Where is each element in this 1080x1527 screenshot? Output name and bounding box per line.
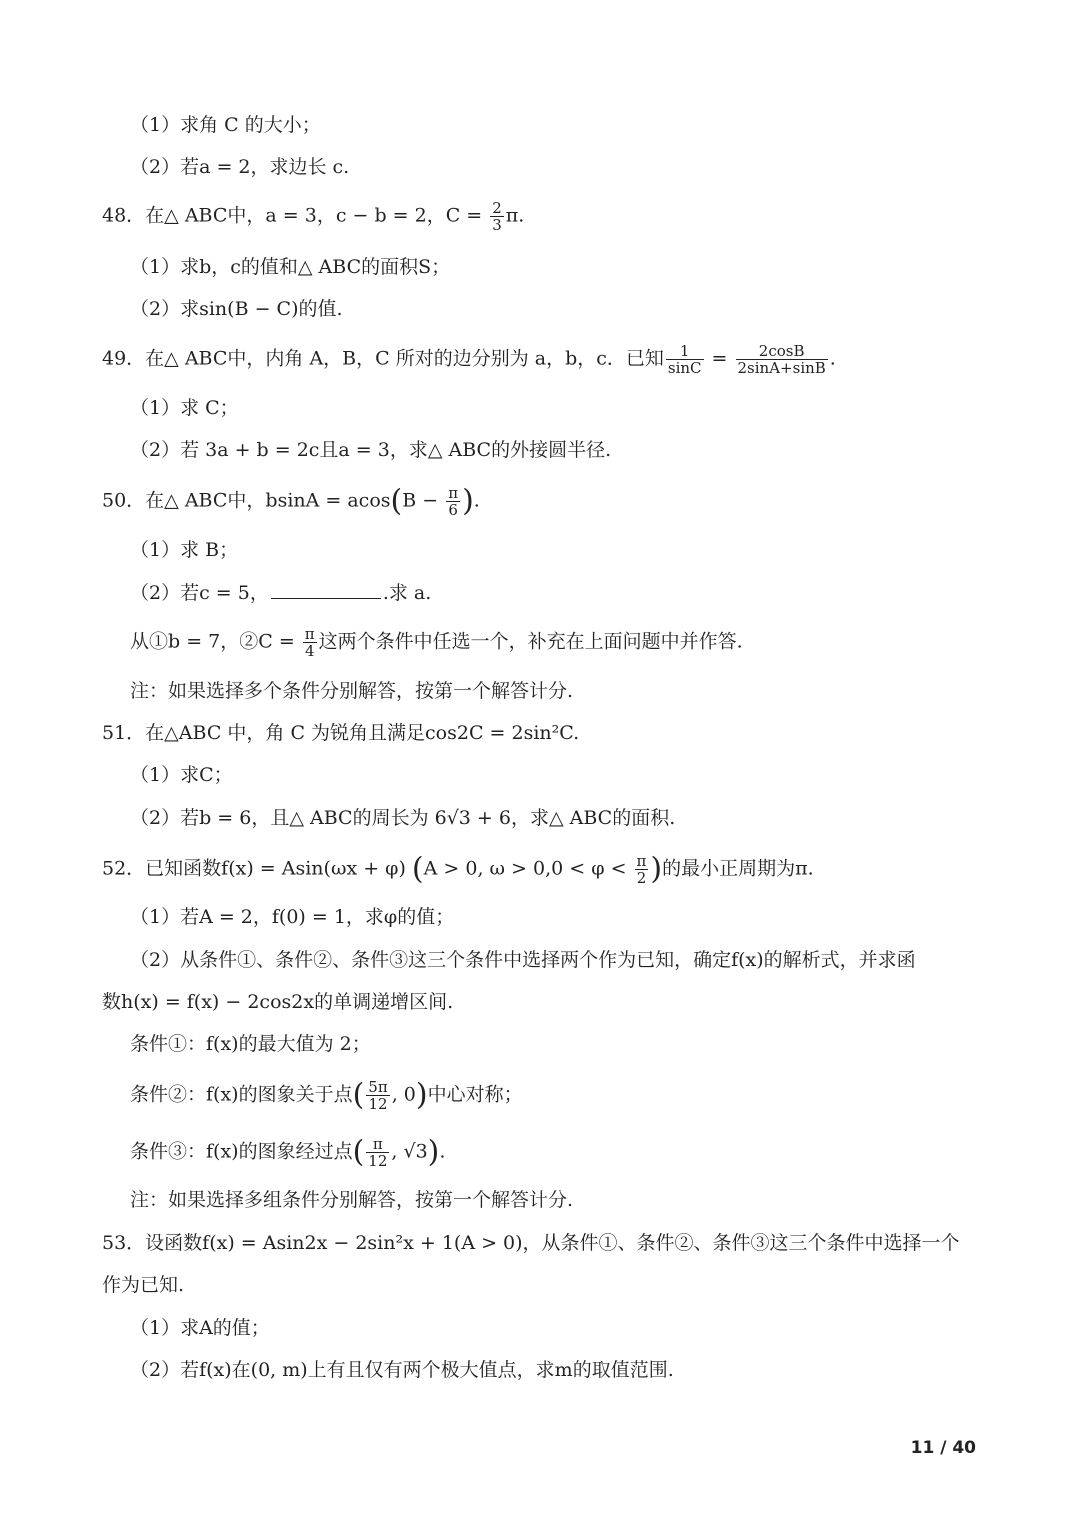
q52-part2-cont: 数h(x) = f(x) − 2cos2x的单调递增区间. <box>102 991 454 1013</box>
q50-conditions: 从①b = 7，②C = $\frac{\pi}{4}$ 这两个条件中任选一个，补充在上面问题中并作答. <box>130 625 743 660</box>
q48-stem: 48．在△ ABC中，a = 3，c − b = 2，C = $\frac{2}{3}$ π. <box>102 199 525 234</box>
q53-stem-cont: 作为已知. <box>102 1274 185 1296</box>
q51-stem: 51．在△ABC 中，角 C 为锐角且满足cos2C = 2sin²C. <box>102 722 580 744</box>
q50-cond-fraction: $\frac{\pi}{4}$ <box>304 625 315 660</box>
q50-stem: 50．在△ ABC中，bsinA = acos(B − $\frac{\pi}{6}$ ). <box>102 483 480 519</box>
q48-part2: （2）求sin(B − C)的值. <box>130 298 343 320</box>
q52-condition2: 条件②：f(x)的图象关于点( $\frac{5\pi}{12}$ , 0)中心对称； <box>130 1077 523 1113</box>
q49-stem: 49．在△ ABC中，内角 A，B，C 所对的边分别为 a，b，c．已知 $\frac{1}{\sin C}$ = $\frac{2\cos B}{2\sin A+\sin B}$ . <box>102 342 836 377</box>
q51-part1: （1）求C； <box>130 764 233 786</box>
q49-rhs-fraction: $\frac{2\cos B}{2\sin A+\sin B}$ <box>737 342 826 377</box>
q48-fraction: $\frac{2}{3}$ <box>492 199 502 234</box>
q52-condition1: 条件①：f(x)的最大值为 2； <box>130 1033 371 1055</box>
q53-part1: （1）求A的值； <box>130 1317 270 1339</box>
q52-stem: 52．已知函数f(x) = Asin(ωx + φ) (A > 0, ω > 0,0 < φ < $\frac{\pi}{2}$ )的最小正周期为π. <box>102 851 814 887</box>
q52-condition3: 条件③：f(x)的图象经过点( $\frac{\pi}{12}$ , √3). <box>130 1134 446 1170</box>
q50-note: 注：如果选择多个条件分别解答，按第一个解答计分. <box>130 680 574 702</box>
q50-part2: （2）若c = 5， .求 a. <box>130 582 432 604</box>
q50-fraction: $\frac{\pi}{6}$ <box>448 484 459 519</box>
q47-part1: （1）求角 C 的大小； <box>130 114 321 136</box>
c2-fraction: $\frac{5\pi}{12}$ <box>368 1078 388 1113</box>
q50-part1: （1）求 B； <box>130 539 239 561</box>
q49-part2: （2）若 3a + b = 2c且a = 3，求△ ABC的外接圆半径. <box>130 439 612 461</box>
q48-part1: （1）求b，c的值和△ ABC的面积S； <box>130 256 451 278</box>
q47-part2: （2）若a = 2，求边长 c. <box>130 156 350 178</box>
q49-part1: （1）求 C； <box>130 397 239 419</box>
answer-blank <box>271 580 381 599</box>
q52-note: 注：如果选择多组条件分别解答，按第一个解答计分. <box>130 1189 574 1211</box>
q53-part2: （2）若f(x)在(0, m)上有且仅有两个极大值点，求m的取值范围. <box>130 1359 674 1381</box>
q49-lhs-fraction: $\frac{1}{\sin C}$ <box>667 342 702 377</box>
q53-stem: 53．设函数f(x) = Asin2x − 2sin²x + 1(A > 0)，从条件①、条件②、条件③这三个条件中选择一个 <box>102 1232 960 1254</box>
c3-fraction: $\frac{\pi}{12}$ <box>368 1135 388 1170</box>
q52-part2: （2）从条件①、条件②、条件③这三个条件中选择两个作为已知，确定f(x)的解析式，并求函 <box>130 949 916 971</box>
q52-fraction: $\frac{\pi}{2}$ <box>636 852 647 887</box>
q52-part1: （1）若A = 2，f(0) = 1，求φ的值； <box>130 906 455 928</box>
page-number: 11 / 40 <box>910 1438 976 1458</box>
q51-part2: （2）若b = 6，且△ ABC的周长为 6√3 + 6，求△ ABC的面积. <box>130 807 676 829</box>
